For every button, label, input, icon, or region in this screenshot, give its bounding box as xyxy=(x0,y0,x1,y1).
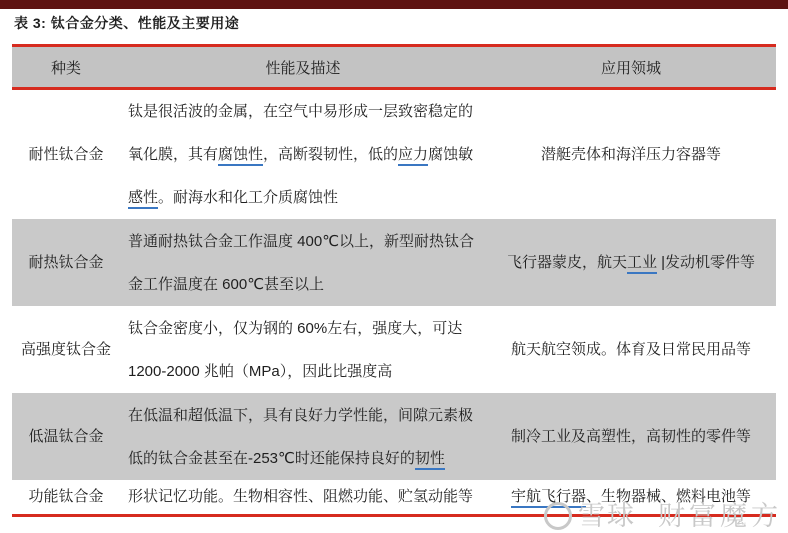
text-segment: 高强度钛合金 xyxy=(21,341,112,358)
text-segment: ，高断裂韧性，低的 xyxy=(263,146,399,163)
underlined-text: 宇航飞行器 xyxy=(511,488,586,508)
table-row xyxy=(12,219,776,306)
cell-alloy-type xyxy=(12,482,120,512)
underlined-text: 应力 xyxy=(398,146,428,166)
text-segment: 潜艇壳体和海洋压力容器等 xyxy=(540,146,721,163)
cell-description xyxy=(120,394,486,480)
text-segment: 。耐海水和化工介质腐蚀性 xyxy=(158,189,339,206)
cell-alloy-type xyxy=(12,133,120,176)
cell-application xyxy=(486,133,776,176)
cell-application xyxy=(486,482,776,512)
text-segment: 钛合金密度小，仅为钢的 60%左右，强度大，可达 1200-2000 兆帕（MPa），因此比强度高 xyxy=(128,319,463,380)
text-segment: 功能钛合金 xyxy=(28,488,104,505)
text-segment: 在低温和超低温下，具有良好力学性能，间隙元素极低的钛合金甚至在-253℃时还能保持良好的 xyxy=(128,406,474,467)
cell-description xyxy=(120,307,486,393)
titanium-alloy-table xyxy=(12,44,776,517)
header-type: 种类 xyxy=(50,59,81,77)
text-segment: |发动机零件等 xyxy=(656,254,756,271)
text-segment: 飞行器蒙皮，航天 xyxy=(506,254,627,271)
table-row xyxy=(12,90,776,219)
table-body xyxy=(12,90,776,514)
table-row xyxy=(12,393,776,480)
cell-alloy-type xyxy=(12,241,120,284)
header-description: 性能及描述 xyxy=(265,59,341,77)
cell-application xyxy=(486,415,776,458)
cell-description xyxy=(120,482,486,512)
header-application: 应用领城 xyxy=(600,59,661,77)
cell-application xyxy=(486,241,776,284)
text-segment: 形状记忆功能。生物相容性、阻燃功能、贮氢动能等 xyxy=(128,488,474,505)
cell-alloy-type xyxy=(12,415,120,458)
text-segment: 制冷工业及高塑性，高韧性的零件等 xyxy=(510,428,751,445)
text-segment: 低温钛合金 xyxy=(28,428,104,445)
cell-description xyxy=(120,90,486,219)
table-header-row xyxy=(12,44,776,90)
text-segment: 钛是很活波的金属，在空气中易形成一层致密稳定的氧化膜，其有 xyxy=(128,103,474,163)
table-row xyxy=(12,480,776,514)
underlined-text: 感性 xyxy=(128,189,158,209)
underlined-text: 韧性 xyxy=(415,450,445,470)
cell-description xyxy=(120,220,486,306)
text-segment: 航天航空领成。体育及日常民用品等 xyxy=(510,341,751,358)
top-accent-bar xyxy=(0,0,788,9)
table-row xyxy=(12,306,776,393)
watermark-brand: 雪球 xyxy=(578,501,636,531)
text-segment: 耐热钛合金 xyxy=(28,254,104,271)
watermark-tagline: 财富魔方 xyxy=(658,501,782,531)
text-segment: 、生物器械、燃料电池等 xyxy=(586,488,752,505)
cell-alloy-type xyxy=(12,328,120,371)
text-segment: 普通耐热钛合金工作温度 400℃以上，新型耐热钛合金工作温度在 600℃甚至以上 xyxy=(128,232,475,293)
text-segment: 腐蚀敏 xyxy=(428,146,474,163)
table-title: 表 3: 钛合金分类、性能及主要用途 xyxy=(14,15,240,31)
underlined-text: 工业 xyxy=(627,254,657,274)
text-segment: 耐性钛合金 xyxy=(28,146,104,163)
cell-application xyxy=(486,328,776,371)
underlined-text: 腐蚀性 xyxy=(218,146,263,166)
